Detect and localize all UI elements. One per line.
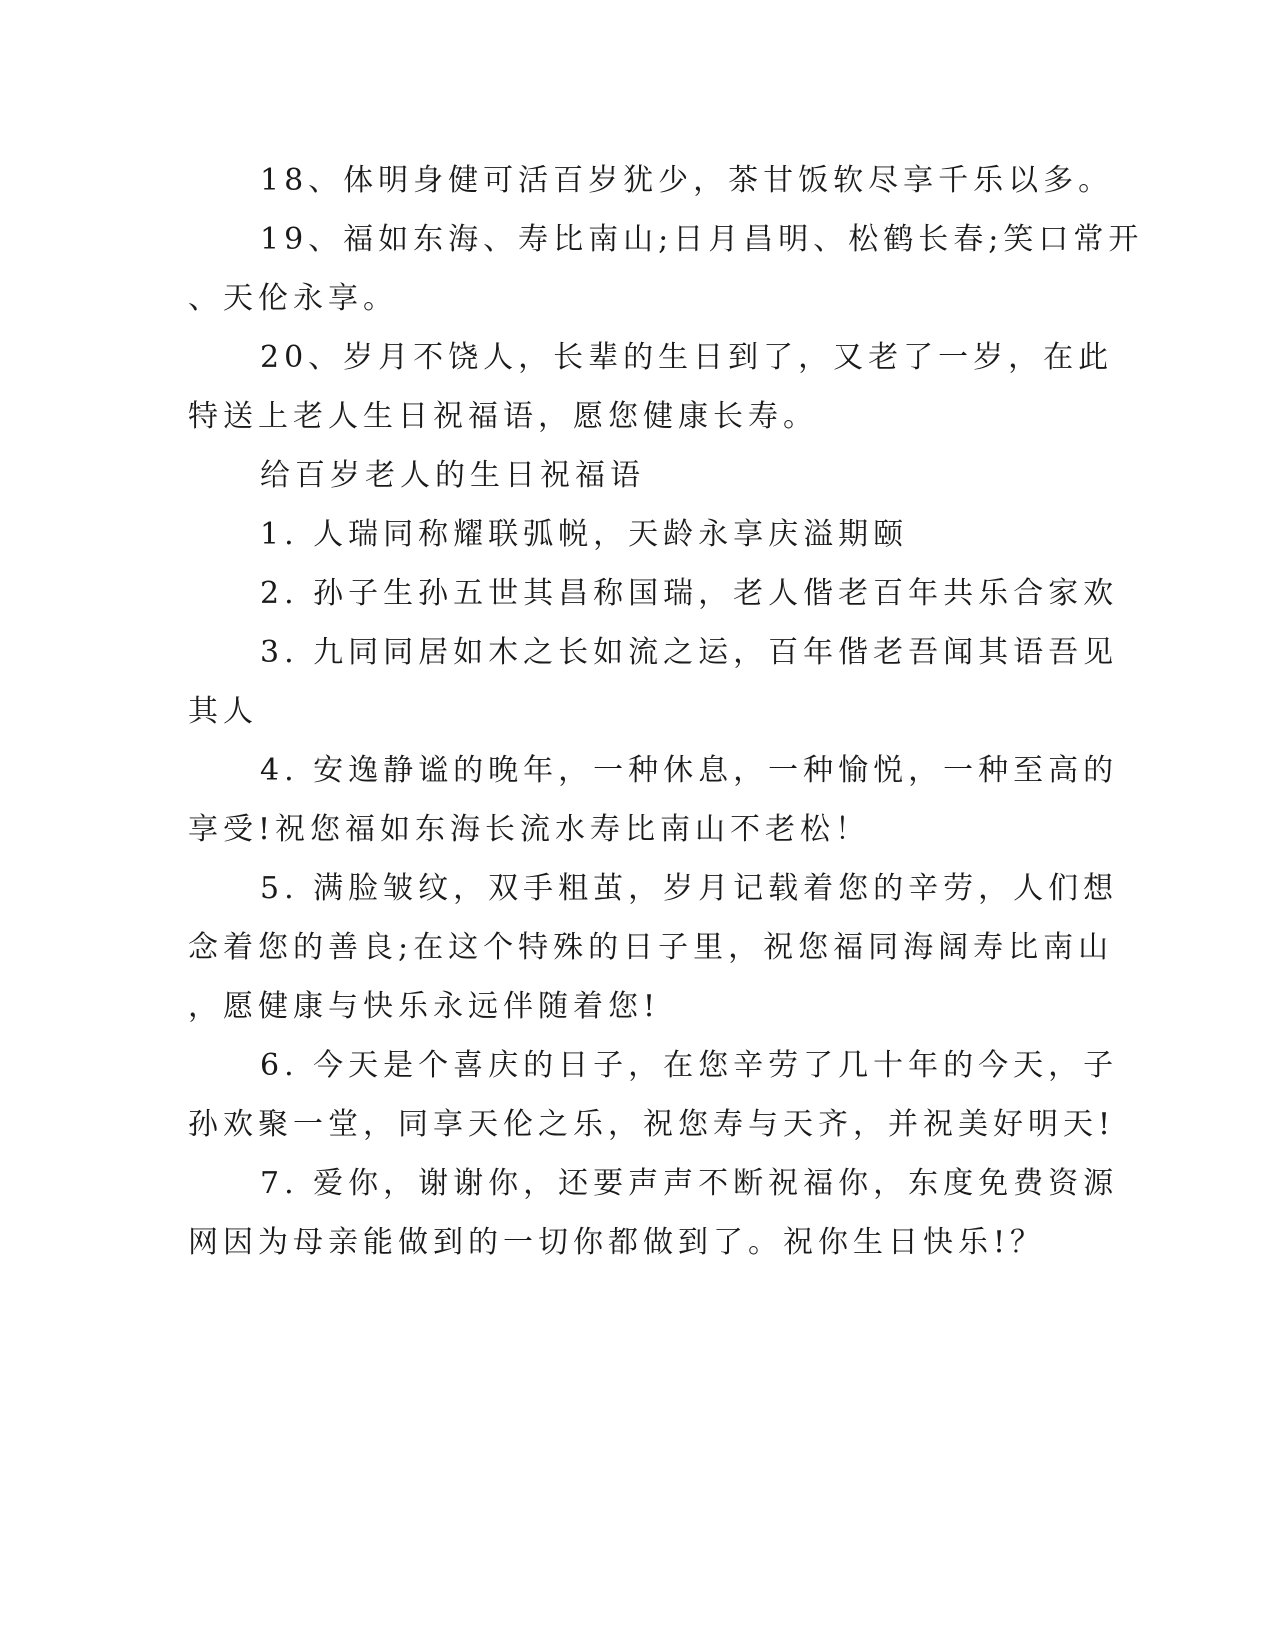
list-item-7-continued: 网因为母亲能做到的一切你都做到了。祝你生日快乐!？ [188, 1225, 1046, 1260]
list-item-5: 5. 满脸皱纹，双手粗茧，岁月记载着您的辛劳，人们想 [260, 871, 1119, 906]
list-item-6-continued: 孙欢聚一堂，同享天伦之乐，祝您寿与天齐，并祝美好明天! [188, 1107, 1116, 1142]
list-item-2: 2. 孙子生孙五世其昌称国瑞，老人偕老百年共乐合家欢 [260, 576, 1119, 611]
list-item-6: 6. 今天是个喜庆的日子，在您辛劳了几十年的今天，子 [260, 1048, 1119, 1083]
list-item-5-continued: 念着您的善良;在这个特殊的日子里，祝您福同海阔寿比南山 [188, 930, 1114, 965]
paragraph-18: 18、体明身健可活百岁犹少，茶甘饭软尽享千乐以多。 [260, 163, 1114, 198]
list-item-1: 1. 人瑞同称耀联弧帨，天龄永享庆溢期颐 [260, 517, 909, 552]
list-item-3-continued: 其人 [188, 694, 258, 729]
list-item-7: 7. 爱你，谢谢你，还要声声不断祝福你，东度免费资源 [260, 1166, 1119, 1201]
paragraph-20-continued: 特送上老人生日祝福语，愿您健康长寿。 [188, 399, 818, 434]
list-item-5-continued-2: ，愿健康与快乐永远伴随着您! [188, 989, 661, 1024]
paragraph-19: 19、福如东海、寿比南山;日月昌明、松鹤长春;笑口常开 [260, 222, 1144, 257]
list-item-3: 3. 九同同居如木之长如流之运，百年偕老吾闻其语吾见 [260, 635, 1119, 670]
section-heading: 给百岁老人的生日祝福语 [260, 458, 645, 493]
list-item-4: 4. 安逸静谧的晚年，一种休息，一种愉悦，一种至高的 [260, 753, 1119, 788]
paragraph-20: 20、岁月不饶人，长辈的生日到了，又老了一岁，在此 [260, 340, 1114, 375]
list-item-4-continued: 享受!祝您福如东海长流水寿比南山不老松！ [188, 812, 871, 847]
paragraph-19-continued: 、天伦永享。 [188, 281, 398, 316]
